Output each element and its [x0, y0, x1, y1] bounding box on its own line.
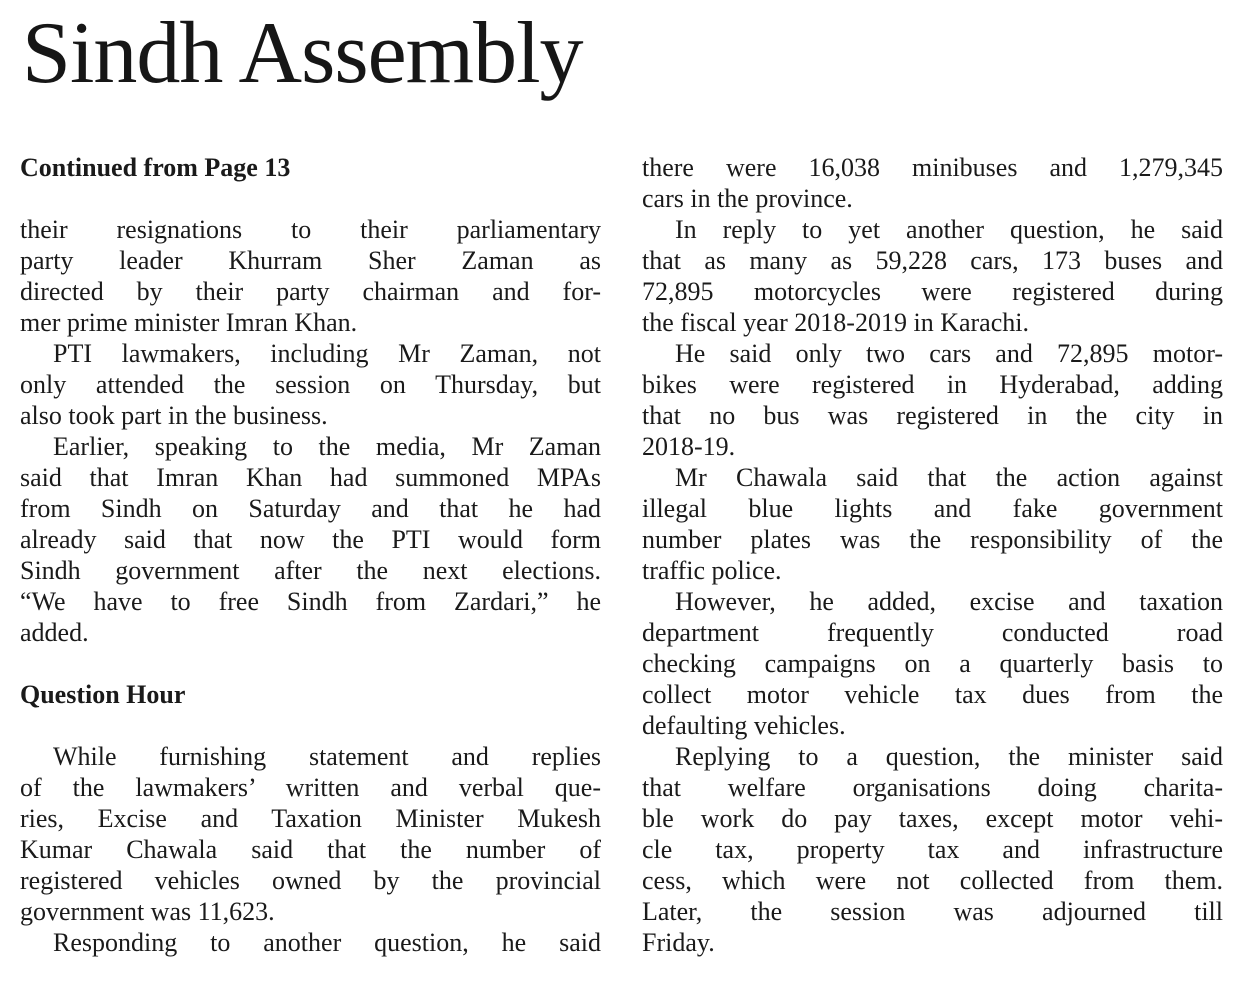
paragraph [642, 152, 1223, 214]
text-line: He said only two cars and 72,895 motor- [675, 339, 1223, 368]
text-line: Later, the session was adjourned till [642, 897, 1223, 926]
text-line: the fiscal year 2018-2019 in Karachi. [642, 308, 1029, 337]
paragraph [642, 338, 1223, 462]
text-line: Earlier, speaking to the media, Mr Zaman [53, 432, 601, 461]
text-line: that no bus was registered in the city in [642, 401, 1223, 430]
section-subheading: Question Hour [20, 680, 186, 709]
paragraph [20, 214, 601, 338]
text-line: of the lawmakers’ written and verbal que- [20, 773, 601, 802]
text-line: traffic police. [642, 556, 782, 585]
text-line: that welfare organisations doing charita- [642, 773, 1223, 802]
text-line: party leader Khurram Sher Zaman as [20, 246, 601, 275]
text-line: 2018-19. [642, 432, 736, 461]
text-line: also took part in the business. [20, 401, 328, 430]
text-line: 72,895 motorcycles were registered during [642, 277, 1223, 306]
text-line: there were 16,038 minibuses and 1,279,345 [642, 153, 1223, 182]
right-column [642, 152, 1223, 958]
paragraph [642, 741, 1223, 958]
paragraph [20, 927, 601, 958]
text-line: cars in the province. [642, 184, 853, 213]
text-line: mer prime minister Imran Khan. [20, 308, 358, 337]
text-line: directed by their party chairman and for- [20, 277, 601, 306]
text-line: “We have to free Sindh from Zardari,” he [20, 587, 601, 616]
text-line: registered vehicles owned by the provincial [20, 866, 601, 895]
continued-from-label: Continued from Page 13 [20, 153, 291, 182]
text-line: Responding to another question, he said [53, 928, 601, 957]
text-line: defaulting vehicles. [642, 711, 846, 740]
text-line: bikes were registered in Hyderabad, adding [642, 370, 1223, 399]
spacer [20, 648, 601, 679]
text-line: Friday. [642, 928, 715, 957]
text-line: cle tax, property tax and infrastructure [642, 835, 1223, 864]
text-line: ries, Excise and Taxation Minister Mukesh [20, 804, 601, 833]
text-line: government was 11,623. [20, 897, 275, 926]
text-line: While furnishing statement and replies [53, 742, 601, 771]
headline: Sindh Assembly [22, 5, 583, 102]
spacer [20, 710, 601, 741]
text-line: department frequently conducted road [642, 618, 1223, 647]
paragraph [20, 741, 601, 927]
text-line: cess, which were not collected from them. [642, 866, 1223, 895]
text-line: said that Imran Khan had summoned MPAs [20, 463, 601, 492]
spacer [20, 183, 601, 214]
paragraph [642, 214, 1223, 338]
text-line: checking campaigns on a quarterly basis to [642, 649, 1223, 678]
text-line: number plates was the responsibility of the [642, 525, 1223, 554]
left-column [20, 152, 601, 958]
text-line: Sindh government after the next elections. [20, 556, 601, 585]
text-line: added. [20, 618, 89, 647]
paragraph [20, 431, 601, 648]
text-line: ble work do pay taxes, except motor vehi- [642, 804, 1223, 833]
text-line: Replying to a question, the minister said [675, 742, 1223, 771]
text-line: In reply to yet another question, he said [675, 215, 1223, 244]
text-line: only attended the session on Thursday, but [20, 370, 601, 399]
text-line: Mr Chawala said that the action against [675, 463, 1223, 492]
paragraph [642, 586, 1223, 741]
text-line: Kumar Chawala said that the number of [20, 835, 601, 864]
text-line: from Sindh on Saturday and that he had [20, 494, 601, 523]
paragraph [642, 462, 1223, 586]
text-line: that as many as 59,228 cars, 173 buses and [642, 246, 1223, 275]
text-line: already said that now the PTI would form [20, 525, 601, 554]
text-line: their resignations to their parliamentary [20, 215, 601, 244]
paragraph [20, 338, 601, 431]
text-line: PTI lawmakers, including Mr Zaman, not [53, 339, 601, 368]
text-line: illegal blue lights and fake government [642, 494, 1223, 523]
text-line: collect motor vehicle tax dues from the [642, 680, 1223, 709]
text-line: However, he added, excise and taxation [675, 587, 1223, 616]
